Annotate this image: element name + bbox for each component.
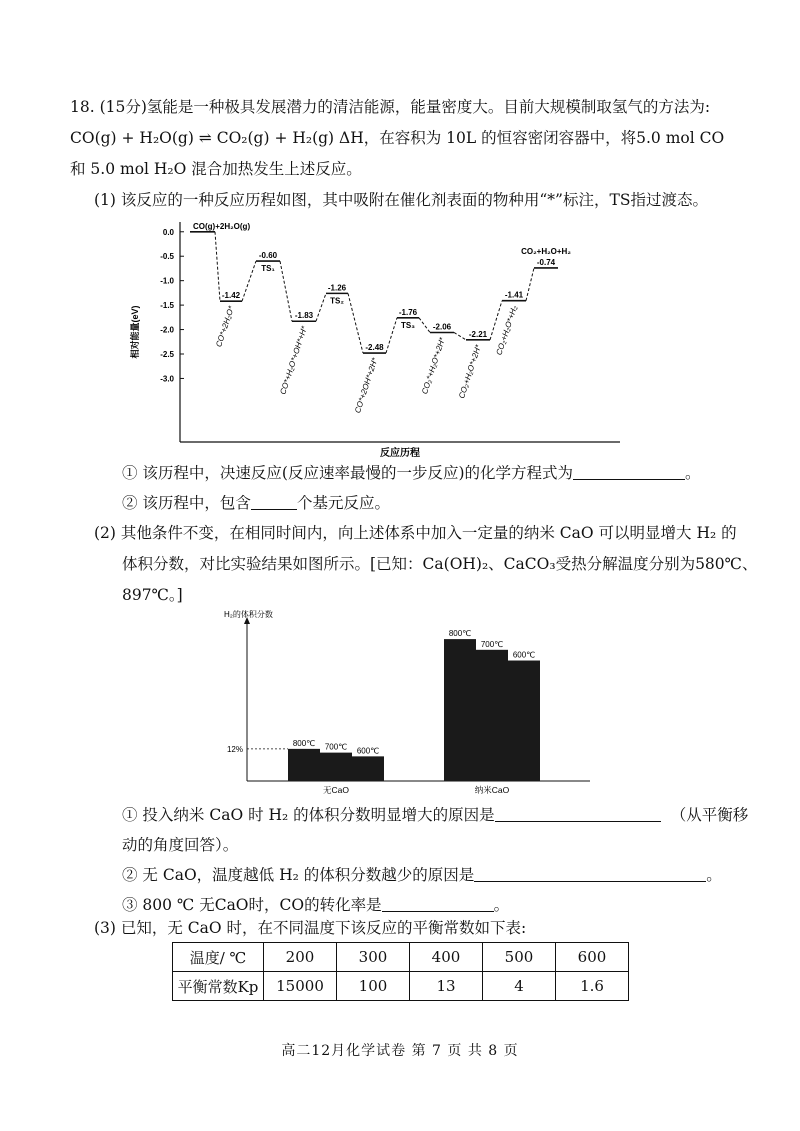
h2-fraction-bar-chart (200, 600, 620, 805)
y-tick-label: -0.5 (160, 252, 174, 262)
part2-q1-hint: （从平衡移 (670, 806, 749, 824)
bar (320, 753, 352, 781)
part2-q2-text: ② 无 CaO，温度越低 H₂ 的体积分数越少的原因是 (122, 866, 475, 884)
table-cell: 300 (337, 943, 410, 972)
species-label: TS₂ (330, 296, 344, 306)
y-tick-label: -1.5 (160, 301, 174, 311)
part1-q1-text: ① 该历程中，决速反应(反应速率最慢的一步反应)的化学方程式为 (122, 464, 574, 482)
energy-connector (526, 268, 534, 301)
table-cell: 4 (483, 972, 556, 1001)
table-row-temperature (173, 943, 629, 972)
species-label: CO₂+H₂O*+H₂ (494, 304, 519, 357)
energy-connector (280, 261, 292, 321)
kp-table (172, 942, 629, 1001)
bar-label: 800℃ (448, 629, 472, 639)
part1-q2 (122, 492, 390, 514)
table-cell: 200 (264, 943, 337, 972)
part1-q1 (122, 462, 701, 484)
table-row-kp (173, 972, 629, 1001)
table-cell: 15000 (264, 972, 337, 1001)
part2-line3: 897℃。] (122, 586, 183, 604)
energy-value-label: -1.41 (504, 290, 524, 300)
species-label: CO*+2OH*+2H* (353, 356, 380, 415)
species-label: CO*+H₂O*+OH*+H* (278, 325, 309, 396)
table-header-kp: 平衡常数Kp (173, 972, 264, 1001)
part2-q3-end: 。 (493, 896, 510, 914)
group-label: 纳米CaO (474, 785, 510, 795)
energy-value-label: -2.21 (468, 329, 488, 339)
table-cell: 600 (556, 943, 629, 972)
table-cell: 13 (410, 972, 483, 1001)
answer-blank-3[interactable] (495, 805, 661, 822)
bar (288, 749, 320, 781)
table-cell: 100 (337, 972, 410, 1001)
q18-intro: 18. (15分)氢能是一种极具发展潜力的清洁能源，能量密度大。目前大规模制取氢气的方法为: (70, 98, 711, 116)
species-label: CO₂+H₂O+H₂ (521, 246, 571, 256)
species-label: CO₂+H₂O*+2H* (457, 343, 483, 400)
part1-prompt: (1) 该反应的一种反应历程如图，其中吸附在催化剂表面的物种用“*”标注，TS指过渡态。 (94, 191, 708, 209)
page-footer: 高二12月化学试卷 第 7 页 共 8 页 (281, 1043, 519, 1059)
species-label: TS₁ (261, 264, 275, 274)
energy-connector (242, 261, 256, 301)
q18-equation: CO(g) + H₂O(g) ⇌ CO₂(g) + H₂(g) ΔH，在容积为 10L 的恒容密闭容器中，将5.0 mol CO (70, 129, 725, 147)
energy-value-label: -2.06 (432, 322, 452, 332)
energy-value-label: -2.48 (365, 343, 384, 353)
table-header-temperature: 温度/ ℃ (173, 943, 264, 972)
part1-q2-text: ② 该历程中，包含 (122, 494, 251, 512)
species-label: TS₃ (401, 320, 415, 330)
energy-connector (454, 332, 466, 339)
part2-q1-hint2: 动的角度回答）。 (122, 836, 239, 854)
bar (508, 661, 540, 781)
bar (352, 756, 384, 781)
energy-value-label: -1.83 (294, 311, 314, 321)
energy-value-label: -0.74 (536, 257, 556, 267)
table-cell: 400 (410, 943, 483, 972)
answer-blank-4[interactable] (474, 865, 706, 882)
answer-blank-2[interactable] (251, 493, 297, 510)
bar (476, 650, 508, 781)
part1-q2-end: 个基元反应。 (296, 494, 390, 512)
part2-line2: 体积分数，对比实验结果如图所示。[已知：Ca(OH)₂、CaCO₃受热分解温度分别为580℃、 (122, 555, 758, 573)
answer-blank-5[interactable] (382, 895, 494, 912)
bar-label: 700℃ (480, 639, 504, 649)
energy-value-label: -0.60 (258, 251, 278, 261)
group-label: 无CaO (323, 785, 349, 795)
energy-profile-chart (120, 212, 640, 460)
part3-prompt: (3) 已知，无 CaO 时，在不同温度下该反应的平衡常数如下表: (94, 919, 527, 937)
bar-label: 600℃ (512, 650, 536, 660)
bar-label: 600℃ (356, 746, 380, 756)
part2-line1: (2) 其他条件不变，在相同时间内，向上述体系中加入一定量的纳米 CaO 可以明显增大 H₂ 的 (94, 524, 737, 542)
part2-q3-text: ③ 800 ℃ 无CaO时，CO的转化率是 (122, 896, 382, 914)
y-tick-label: -2.0 (160, 325, 174, 335)
y-tick-label: -3.0 (160, 374, 174, 384)
bar-label: 700℃ (324, 742, 348, 752)
species-label: CO₂*+H₂O*+2H* (420, 336, 447, 396)
energy-value-label: -1.42 (221, 291, 241, 301)
energy-connector (215, 232, 220, 301)
y-tick-label: 0.0 (162, 227, 174, 237)
q18-intro-3: 和 5.0 mol H₂O 混合加热发生上述反应。 (70, 160, 362, 178)
y-tick-label: -1.0 (160, 276, 174, 286)
y-axis-label: H₂的体积分数 (224, 610, 273, 619)
energy-connector (419, 318, 430, 333)
bar (444, 639, 476, 781)
part2-q3 (122, 894, 509, 916)
energy-connector (348, 293, 363, 353)
bar-label: 800℃ (292, 738, 316, 748)
part2-q1-text: ① 投入纳米 CaO 时 H₂ 的体积分数明显增大的原因是 (122, 806, 495, 824)
reference-line-label: 12% (226, 744, 243, 754)
energy-value-label: -1.76 (398, 307, 418, 317)
species-label: CO*+2H₂O* (214, 305, 236, 349)
answer-blank-1[interactable] (573, 463, 685, 480)
energy-value-label: -1.26 (327, 283, 347, 293)
energy-connector (316, 293, 326, 321)
part1-q1-end: 。 (685, 464, 701, 482)
energy-connector (386, 318, 397, 353)
x-axis-label: 反应历程 (380, 448, 420, 459)
y-axis-label: 相对能量(eV) (130, 305, 140, 359)
species-label: CO(g)+2H₂O(g) (193, 221, 251, 231)
part2-q2-end: 。 (706, 866, 722, 884)
part2-q1 (122, 804, 748, 826)
y-tick-label: -2.5 (160, 350, 174, 359)
table-cell: 1.6 (556, 972, 629, 1001)
table-cell: 500 (483, 943, 556, 972)
part2-q2 (122, 864, 722, 886)
